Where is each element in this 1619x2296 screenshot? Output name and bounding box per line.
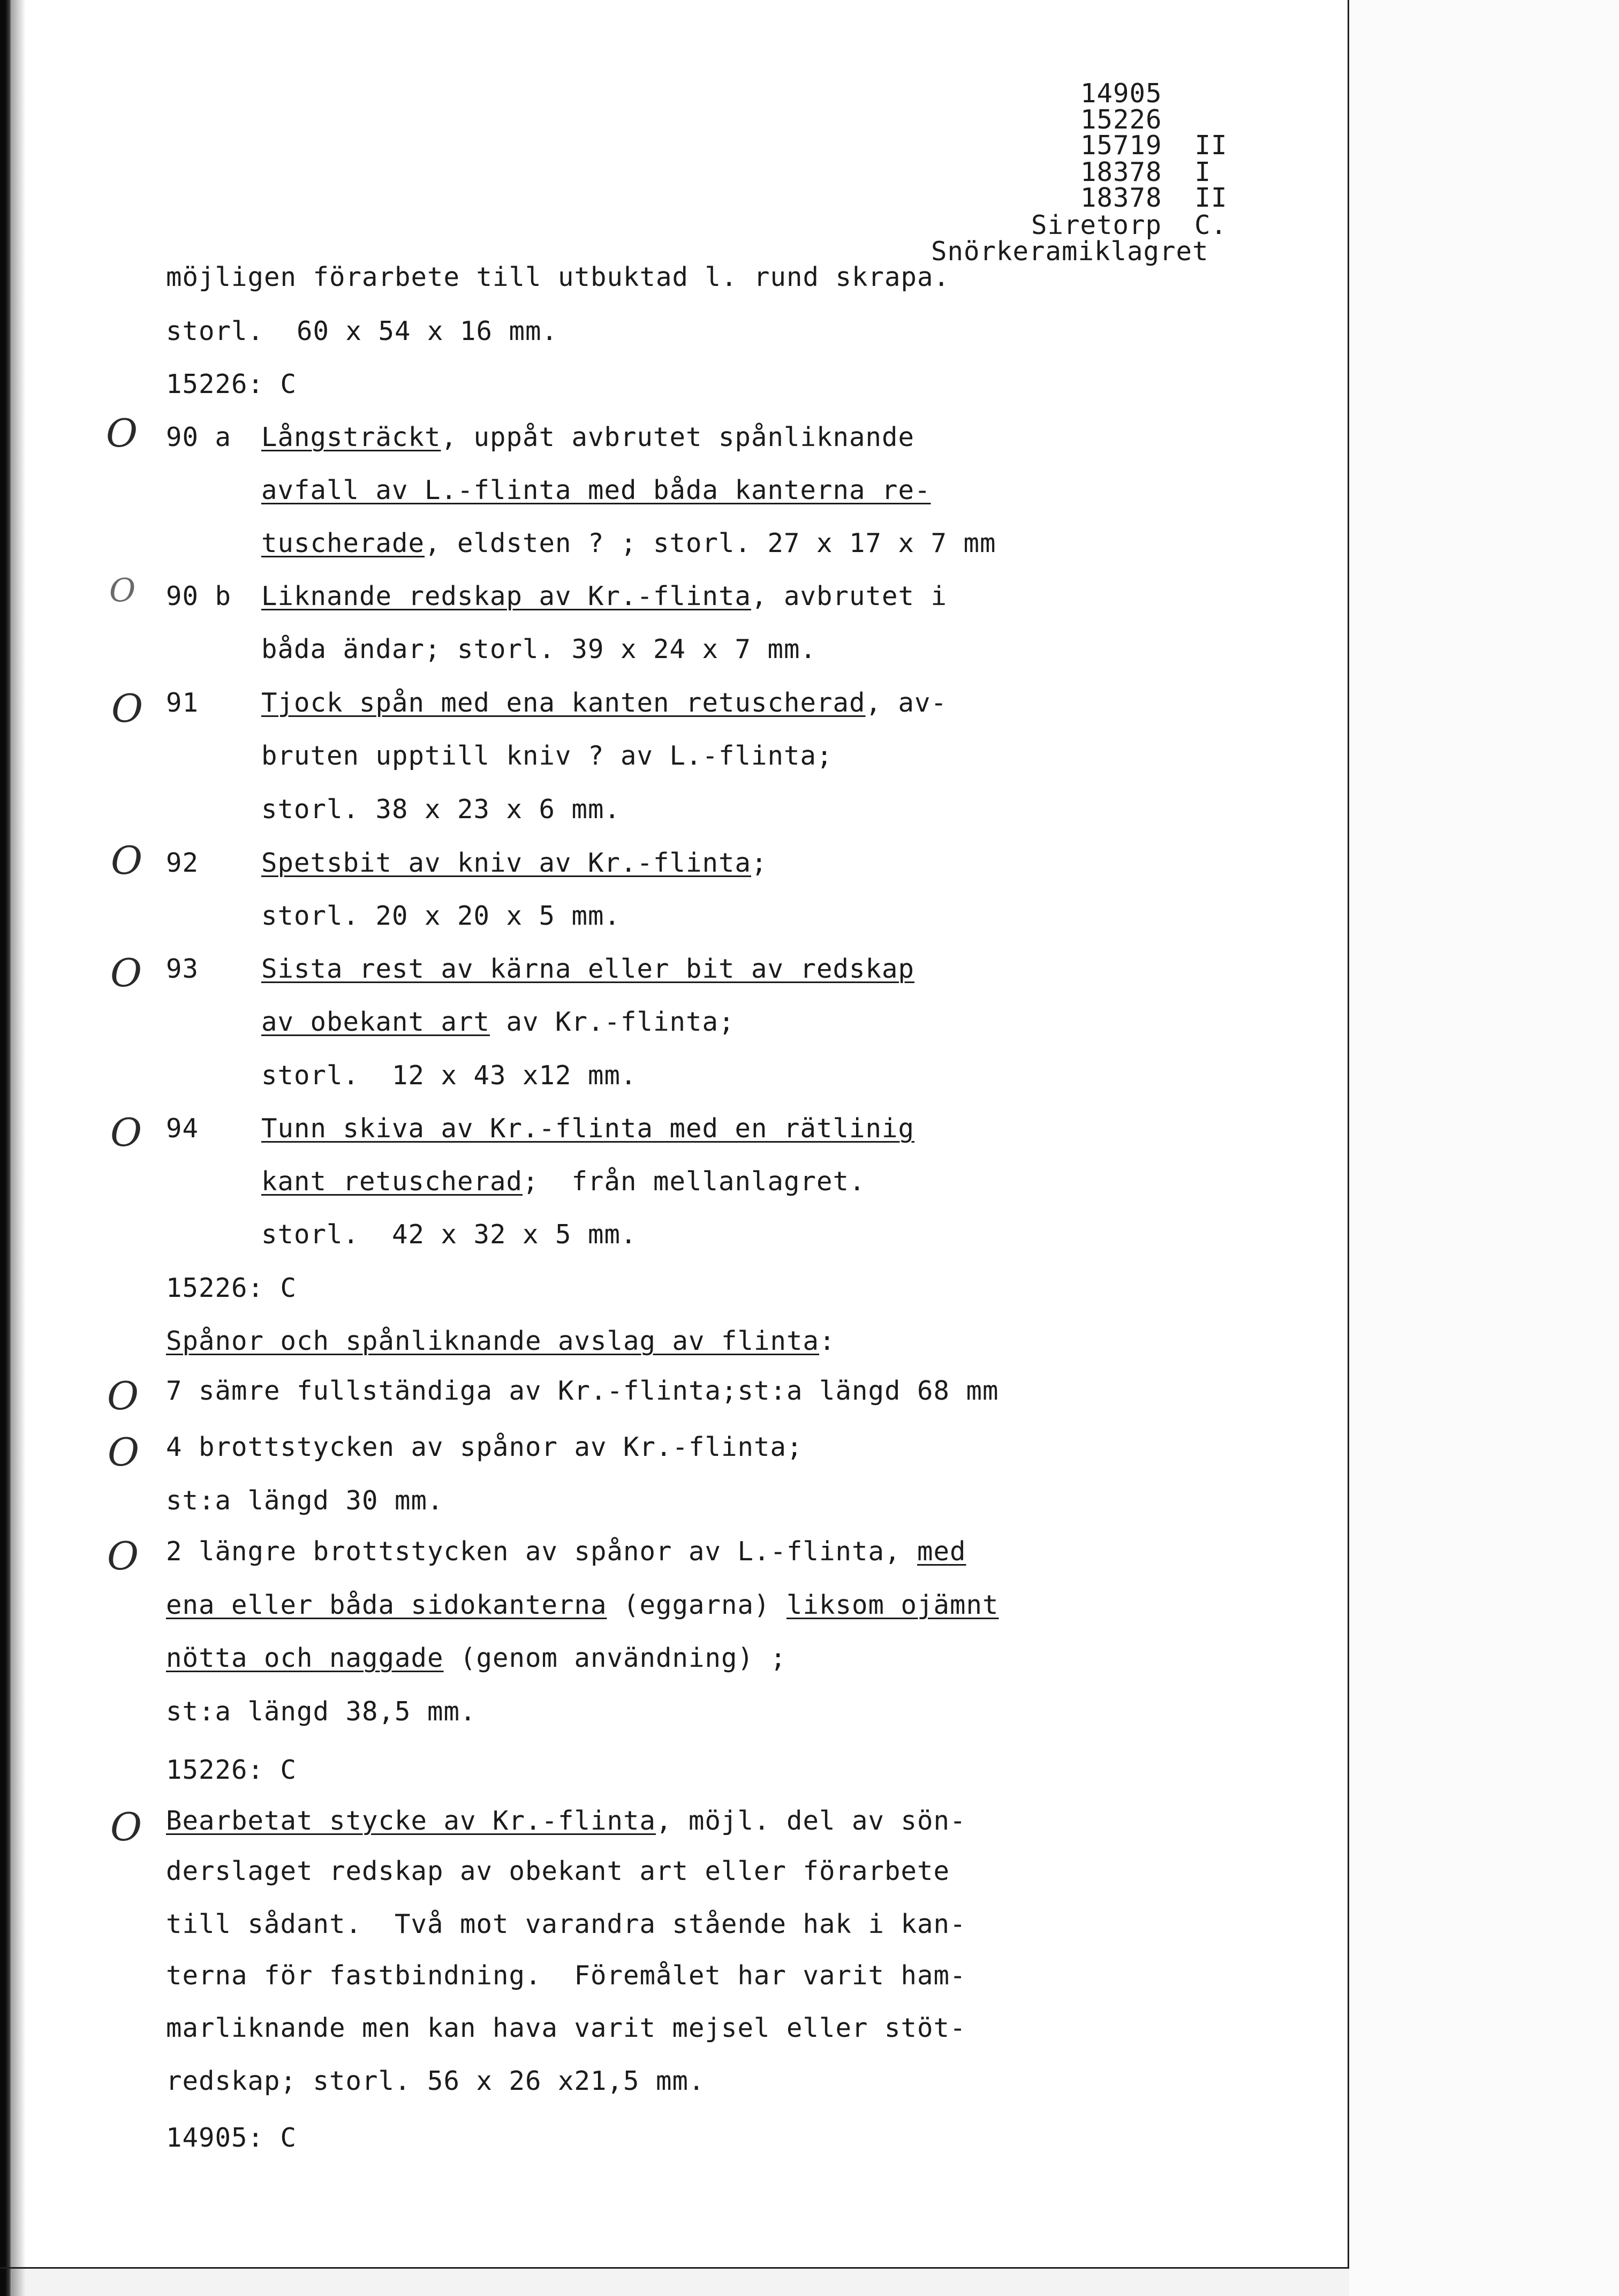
catalog-number: 15226: C (166, 369, 297, 399)
text-line: storl. 60 x 54 x 16 mm. (166, 316, 558, 346)
text-line: st:a längd 30 mm. (166, 1485, 444, 1516)
item-description: storl. 38 x 23 x 6 mm. (261, 794, 621, 825)
section-heading (166, 1328, 836, 1354)
underlined-text: Spånor och spånliknande avslag av flinta (166, 1326, 820, 1356)
underlined-text: Liknande redskap av Kr.-flinta (261, 581, 752, 611)
text-line: till sådant. Två mot varandra stående hak i kan- (166, 1909, 966, 1939)
item-description: storl. 12 x 43 x12 mm. (261, 1060, 637, 1091)
item-number: 90 a (166, 422, 232, 452)
item-number: 92 (166, 848, 199, 878)
margin-circle-mark: O (110, 1110, 142, 1155)
text-span: ; från mellanlagret. (523, 1166, 866, 1197)
header-number-5: 18378 II (1080, 183, 1228, 213)
text-line (166, 1808, 966, 1834)
text-line: redskap; storl. 56 x 26 x21,5 mm. (166, 2066, 705, 2096)
scan-edge-shadow (12, 0, 26, 2296)
margin-circle-mark: O (110, 1804, 142, 1849)
item-description (261, 477, 931, 503)
margin-circle-mark: O (111, 686, 143, 731)
item-description: storl. 20 x 20 x 5 mm. (261, 901, 621, 931)
underlined-text: liksom ojämnt (786, 1590, 999, 1620)
item-description (261, 1009, 735, 1035)
underlined-text: Bearbetat stycke av Kr.-flinta (166, 1806, 656, 1836)
item-description: storl. 42 x 32 x 5 mm. (261, 1219, 637, 1250)
text-span: , avbrutet i (751, 581, 948, 611)
item-description (261, 530, 996, 556)
catalog-number: 15226: C (166, 1273, 297, 1303)
underlined-text: avfall av L.-flinta med båda kanterna re- (261, 475, 931, 505)
text-span: , uppåt avbrutet spånliknande (441, 422, 915, 452)
header-site: Siretorp C. (1031, 210, 1228, 240)
margin-circle-mark: O (107, 1373, 139, 1418)
item-description (261, 1115, 914, 1142)
underlined-text: av obekant art (261, 1007, 490, 1037)
item-description: bruten upptill kniv ? av L.-flinta; (261, 741, 833, 771)
text-line (166, 1538, 966, 1565)
underlined-text: tuscherade (261, 528, 425, 558)
text-span: , möjl. del av sön- (656, 1806, 966, 1836)
text-line: marliknande men kan hava varit mejsel eller stöt- (166, 2013, 966, 2043)
item-description (261, 956, 914, 982)
item-description: båda ändar; storl. 39 x 24 x 7 mm. (261, 634, 817, 664)
underlined-text: med (917, 1536, 966, 1567)
header-number-1: 14905 (1080, 78, 1162, 109)
text-line: möjligen förarbete till utbuktad l. rund skrapa. (166, 262, 950, 292)
text-line: 7 sämre fullständiga av Kr.-flinta;st:a längd 68 mm (166, 1376, 999, 1406)
text-span: : (819, 1326, 836, 1356)
margin-circle-mark: O (108, 1430, 140, 1475)
text-line: st:a längd 38,5 mm. (166, 1696, 476, 1727)
underlined-text: ena eller båda sidokanterna (166, 1590, 607, 1620)
margin-circle-mark: O (111, 838, 143, 883)
item-description (261, 690, 947, 716)
text-span: , eldsten ? ; storl. 27 x 17 x 7 mm (425, 528, 996, 558)
underlined-text: Långsträckt (261, 422, 441, 452)
scan-edge (0, 0, 12, 2296)
text-span: (eggarna) (607, 1590, 787, 1620)
text-line (166, 1592, 999, 1618)
underlined-text: kant retuscherad (261, 1166, 523, 1197)
header-number-2: 15226 (1080, 104, 1162, 135)
text-span: av Kr.-flinta; (490, 1007, 735, 1037)
page-edge-right (1348, 0, 1349, 2268)
text-line: 4 brottstycken av spånor av Kr.-flinta; (166, 1432, 803, 1462)
header-number-4: 18378 I (1080, 157, 1212, 187)
text-line: derslaget redskap av obekant art eller förarbete (166, 1856, 950, 1886)
item-description (261, 850, 768, 876)
text-span: , av- (865, 688, 948, 718)
underlined-text: Spetsbit av kniv av Kr.-flinta (261, 848, 752, 878)
item-number: 93 (166, 954, 199, 984)
underlined-text: Tjock spån med ena kanten retuscherad (261, 688, 866, 718)
text-line: terna för fastbindning. Föremålet har varit ham- (166, 1960, 966, 1991)
header-number-3: 15719 II (1080, 130, 1228, 161)
item-description (261, 583, 947, 609)
text-span: 2 längre brottstycken av spånor av L.-flinta, (166, 1536, 918, 1567)
item-number: 91 (166, 688, 199, 718)
page-edge-bottom (0, 2267, 1349, 2269)
page-margin-right (1349, 0, 1619, 2296)
header-layer: Snörkeramiklagret (931, 236, 1209, 267)
underlined-text: Sista rest av kärna eller bit av redskap (261, 954, 915, 984)
item-description (261, 424, 914, 450)
margin-circle-mark: O (107, 1534, 139, 1578)
underlined-text: nötta och naggade (166, 1643, 444, 1673)
item-number: 90 b (166, 581, 232, 611)
catalog-number: 14905: C (166, 2123, 297, 2153)
text-span: ; (751, 848, 768, 878)
margin-circle-mark: O (106, 411, 138, 456)
text-span: (genom användning) ; (443, 1643, 787, 1673)
margin-circle-mark: O (109, 572, 136, 609)
catalog-number: 15226: C (166, 1755, 297, 1785)
underlined-text: Tunn skiva av Kr.-flinta med en rätlinig (261, 1113, 915, 1144)
item-description (261, 1168, 866, 1195)
text-line (166, 1645, 786, 1671)
page-margin-bottom (0, 2269, 1349, 2296)
margin-circle-mark: O (110, 950, 142, 995)
item-number: 94 (166, 1113, 199, 1144)
